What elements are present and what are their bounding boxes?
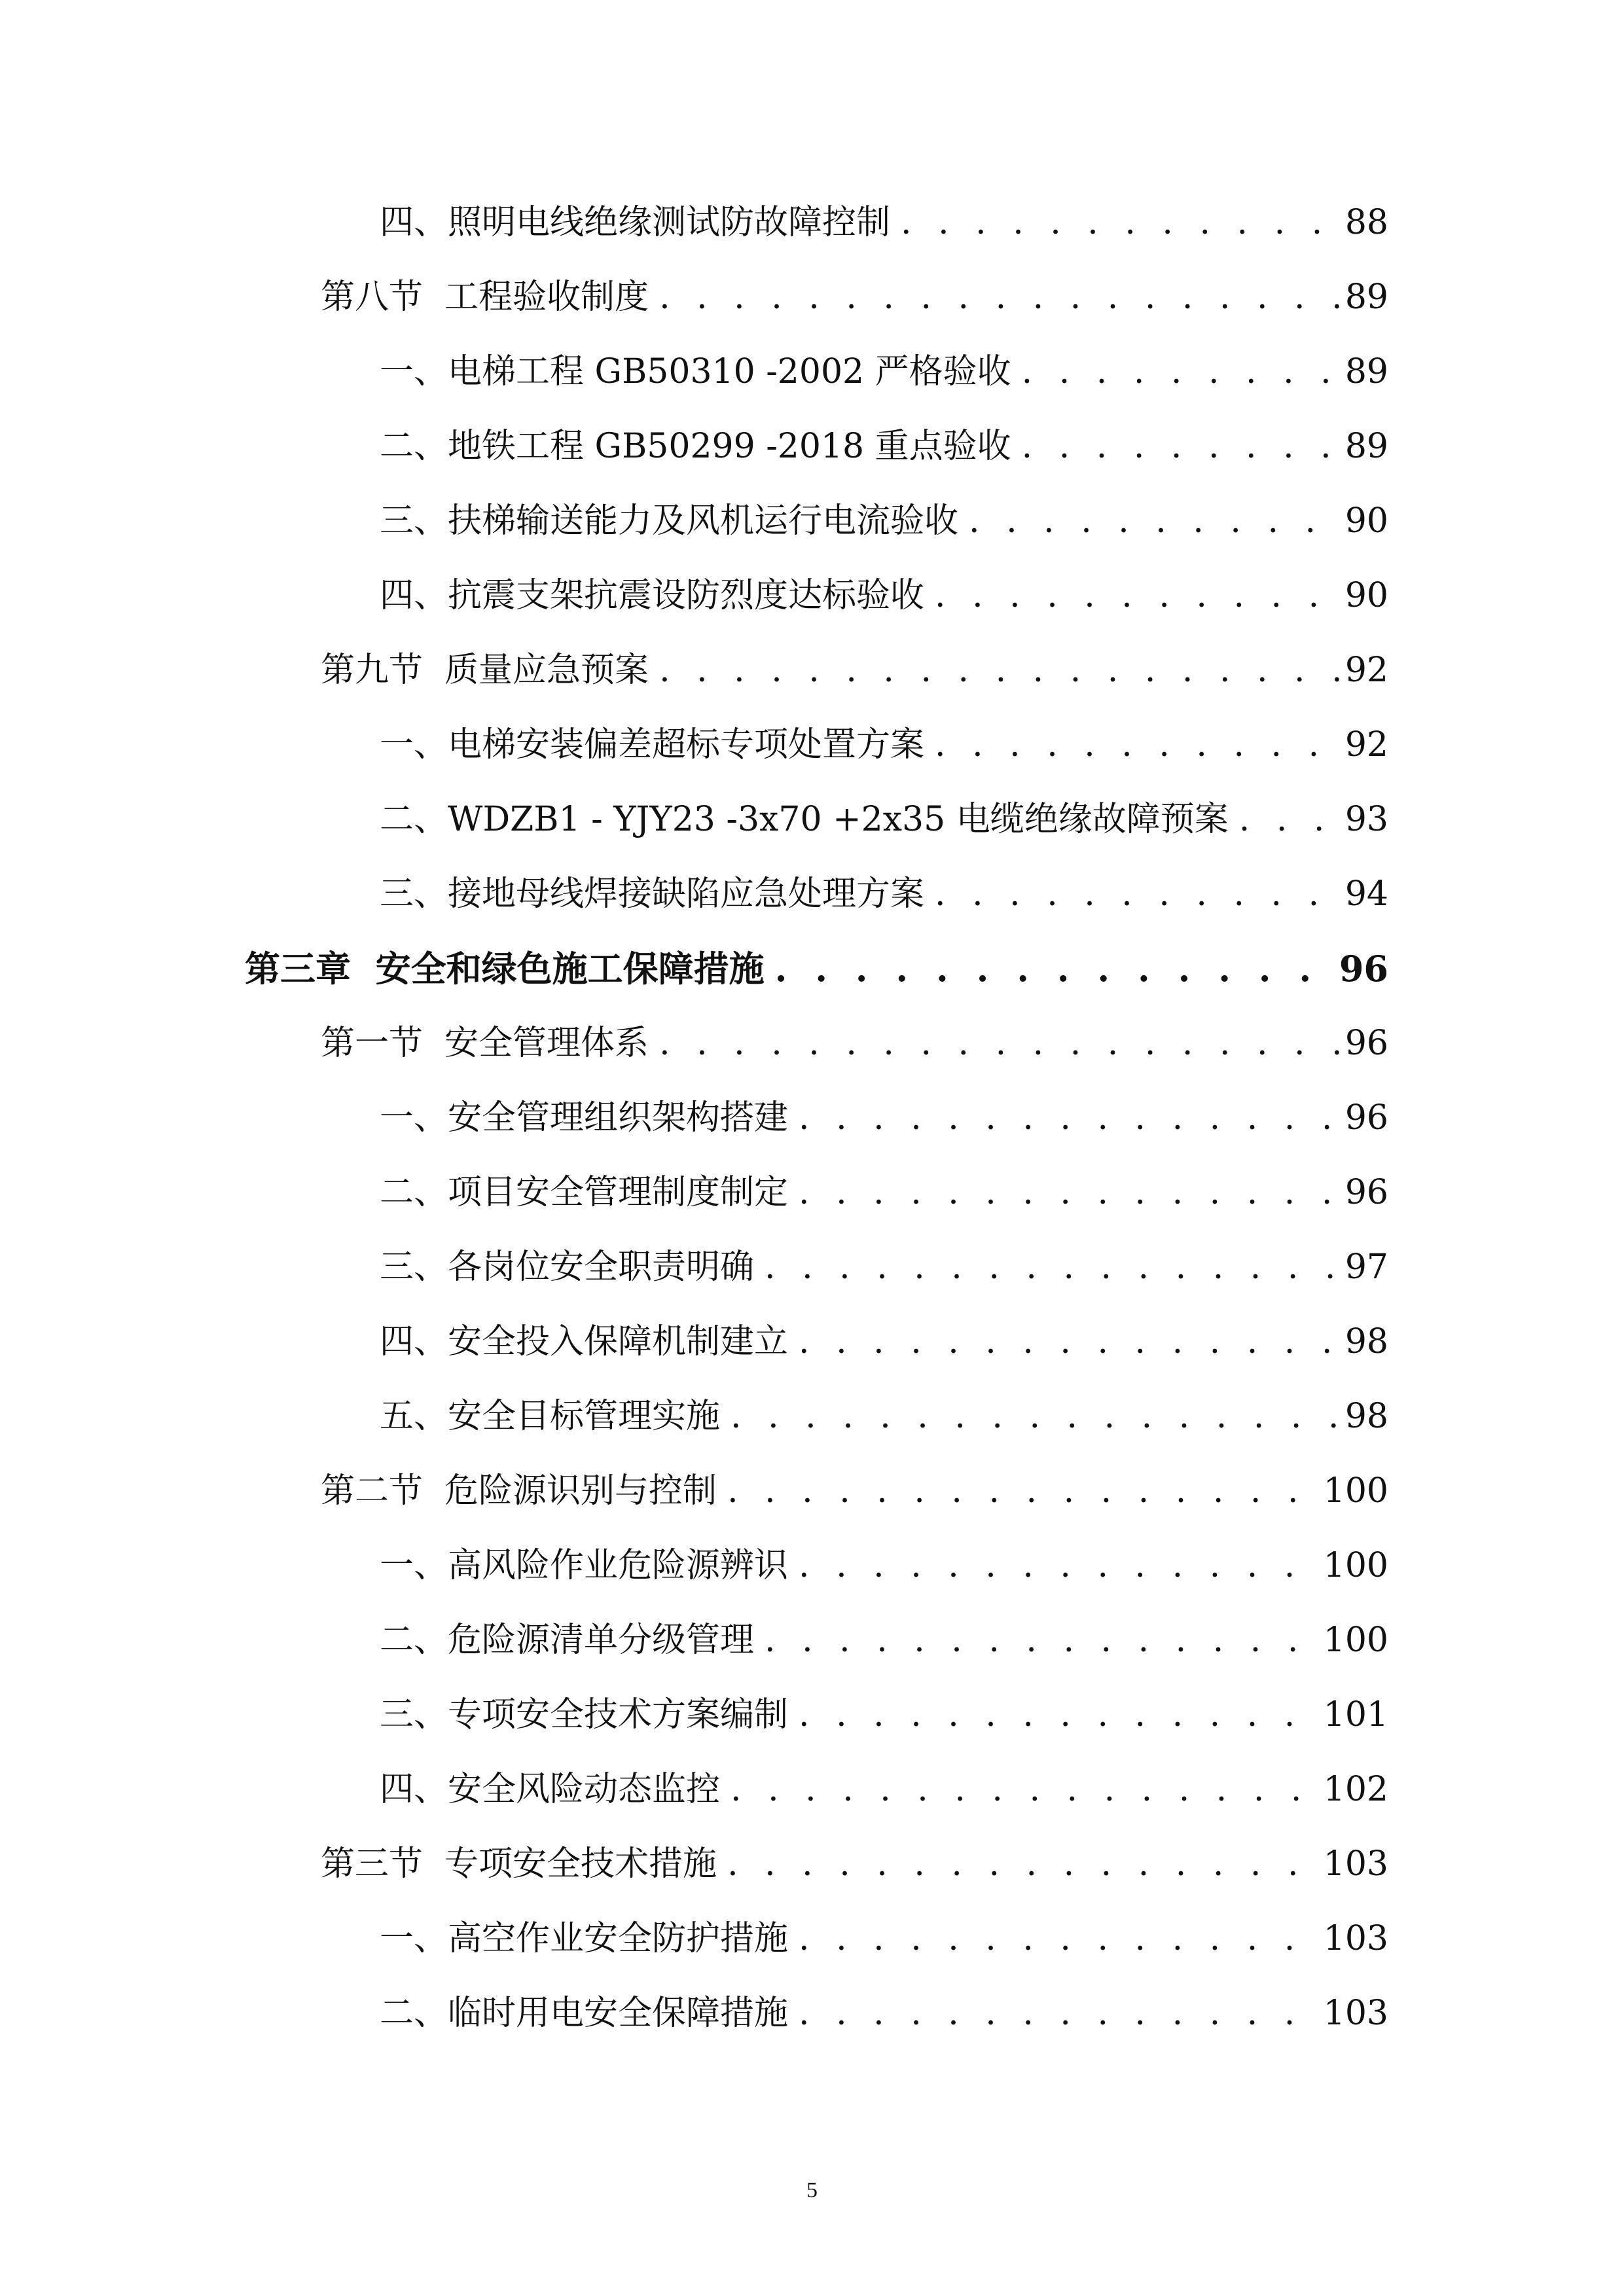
toc-dot-leader	[788, 1689, 1324, 1741]
toc-dot-leader	[788, 1092, 1345, 1144]
toc-entry-title: 一、高风险作业危险源辨识	[380, 1546, 789, 1585]
toc-entry-title: 第三节 专项安全技术措施	[321, 1844, 717, 1884]
toc-dot-leader	[649, 271, 1345, 323]
toc-dot-leader	[649, 1017, 1345, 1069]
toc-page-number: 88	[1344, 203, 1388, 242]
toc-page-number: 93	[1344, 800, 1388, 839]
toc-entry-title: 第八节 工程验收制度	[321, 278, 649, 317]
footer-page-number: 5	[806, 2178, 818, 2202]
toc-entry-title: 四、安全风险动态监控	[380, 1770, 721, 1809]
toc-page-number: 90	[1344, 576, 1388, 615]
toc-dot-leader	[788, 1912, 1324, 1965]
toc-entry-title: 二、地铁工程 GB50299 -2018 重点验收	[380, 427, 1011, 466]
toc-page-number: 89	[1344, 352, 1388, 391]
toc-entry-title: 三、专项安全技术方案编制	[380, 1695, 789, 1734]
toc-page-number: 100	[1323, 1621, 1388, 1660]
toc-entry[interactable]	[380, 346, 1388, 398]
toc-entry[interactable]	[380, 1092, 1388, 1144]
toc-entry-title: 二、临时用电安全保障措施	[380, 1994, 789, 2033]
toc-entry-title: 一、高空作业安全防护措施	[380, 1919, 789, 1958]
toc-page-number: 96	[1339, 948, 1388, 990]
toc-entry[interactable]	[380, 495, 1388, 547]
toc-dot-leader	[1229, 793, 1345, 846]
toc-page-number: 100	[1323, 1546, 1388, 1585]
toc-entry[interactable]	[380, 1987, 1388, 2039]
toc-entry-title: 一、电梯工程 GB50310 -2002 严格验收	[380, 352, 1011, 391]
toc-entry[interactable]	[380, 719, 1388, 771]
toc-page-number: 97	[1344, 1247, 1388, 1287]
toc-page-number: 92	[1344, 651, 1388, 690]
toc-dot-leader	[1011, 346, 1345, 398]
toc-entry-title: 三、扶梯输送能力及风机运行电流验收	[380, 501, 959, 541]
toc-entry-title: 四、照明电线绝缘测试防故障控制	[380, 203, 891, 242]
toc-dot-leader	[765, 942, 1339, 995]
toc-page-number: 89	[1344, 278, 1388, 317]
toc-entry-title: 第九节 质量应急预案	[321, 651, 649, 690]
toc-entry-title: 二、项目安全管理制度制定	[380, 1173, 789, 1212]
toc-page-number: 98	[1344, 1322, 1388, 1361]
toc-entry[interactable]	[380, 1614, 1388, 1666]
toc-dot-leader	[1011, 420, 1345, 473]
toc-dot-leader	[720, 1763, 1324, 1816]
toc-page-number: 90	[1344, 501, 1388, 541]
toc-page-number: 96	[1344, 1024, 1388, 1063]
toc-page-number: 102	[1323, 1770, 1388, 1809]
toc-dot-leader	[754, 1614, 1324, 1666]
toc-entry[interactable]	[380, 1689, 1388, 1741]
toc-dot-leader	[788, 1166, 1345, 1219]
toc-page-number: 101	[1323, 1695, 1388, 1734]
toc-entry-title: 三、各岗位安全职责明确	[380, 1247, 755, 1287]
toc-entry[interactable]	[380, 1763, 1388, 1816]
toc-entry-title: 五、安全目标管理实施	[380, 1397, 721, 1436]
toc-page-number: 100	[1323, 1471, 1388, 1511]
toc-entry-title: 四、抗震支架抗震设防烈度达标验收	[380, 576, 925, 615]
toc-entry[interactable]	[380, 1539, 1388, 1592]
toc-entry-title: 三、接地母线焊接缺陷应急处理方案	[380, 874, 925, 914]
toc-entry[interactable]	[380, 569, 1388, 622]
toc-entry-title: 二、WDZB1 - YJY23 -3x70 +2x35 电缆绝缘故障预案	[380, 800, 1229, 839]
toc-entry[interactable]	[380, 1241, 1388, 1293]
toc-page-number: 94	[1344, 874, 1388, 914]
toc-dot-leader	[754, 1241, 1345, 1293]
toc-entry-title: 第二节 危险源识别与控制	[321, 1471, 717, 1511]
toc-page-number: 98	[1344, 1397, 1388, 1436]
toc-page-number: 103	[1323, 1994, 1388, 2033]
toc-entry-title: 四、安全投入保障机制建立	[380, 1322, 789, 1361]
toc-entry-title: 一、安全管理组织架构搭建	[380, 1098, 789, 1138]
toc-dot-leader	[788, 1539, 1324, 1592]
toc-entry[interactable]	[380, 1166, 1388, 1219]
toc-dot-leader	[958, 495, 1345, 547]
toc-entry[interactable]	[321, 1017, 1388, 1069]
toc-dot-leader	[924, 868, 1345, 920]
toc-dot-leader	[717, 1838, 1324, 1890]
toc-page-number: 92	[1344, 725, 1388, 764]
toc-entry[interactable]	[380, 196, 1388, 249]
toc-page-number: 89	[1344, 427, 1388, 466]
toc-entry[interactable]	[321, 1838, 1388, 1890]
toc-dot-leader	[788, 1987, 1324, 2039]
toc-dot-leader	[890, 196, 1345, 249]
toc-dot-leader	[788, 1316, 1345, 1368]
toc-entry[interactable]	[380, 1912, 1388, 1965]
toc-entry-chapter[interactable]	[245, 942, 1388, 995]
toc-dot-leader	[924, 569, 1345, 622]
toc-dot-leader	[649, 644, 1345, 696]
toc-entry[interactable]	[321, 644, 1388, 696]
toc-entry[interactable]	[321, 1465, 1388, 1517]
toc-page-number: 96	[1344, 1098, 1388, 1138]
toc-entry[interactable]	[380, 1316, 1388, 1368]
toc-entry-title: 二、危险源清单分级管理	[380, 1621, 755, 1660]
toc-dot-leader	[717, 1465, 1324, 1517]
toc-entry-title: 一、电梯安装偏差超标专项处置方案	[380, 725, 925, 764]
toc-dot-leader	[720, 1390, 1345, 1443]
toc-page-number: 103	[1323, 1844, 1388, 1884]
toc-entry[interactable]	[380, 868, 1388, 920]
toc-entry[interactable]	[321, 271, 1388, 323]
toc-entry[interactable]	[380, 793, 1388, 846]
toc-page-number: 96	[1344, 1173, 1388, 1212]
toc-page-number: 103	[1323, 1919, 1388, 1958]
toc-entry-title: 第三章 安全和绿色施工保障措施	[245, 948, 765, 990]
toc-entry[interactable]	[380, 420, 1388, 473]
toc-dot-leader	[924, 719, 1345, 771]
toc-entry-title: 第一节 安全管理体系	[321, 1024, 649, 1063]
toc-entry[interactable]	[380, 1390, 1388, 1443]
